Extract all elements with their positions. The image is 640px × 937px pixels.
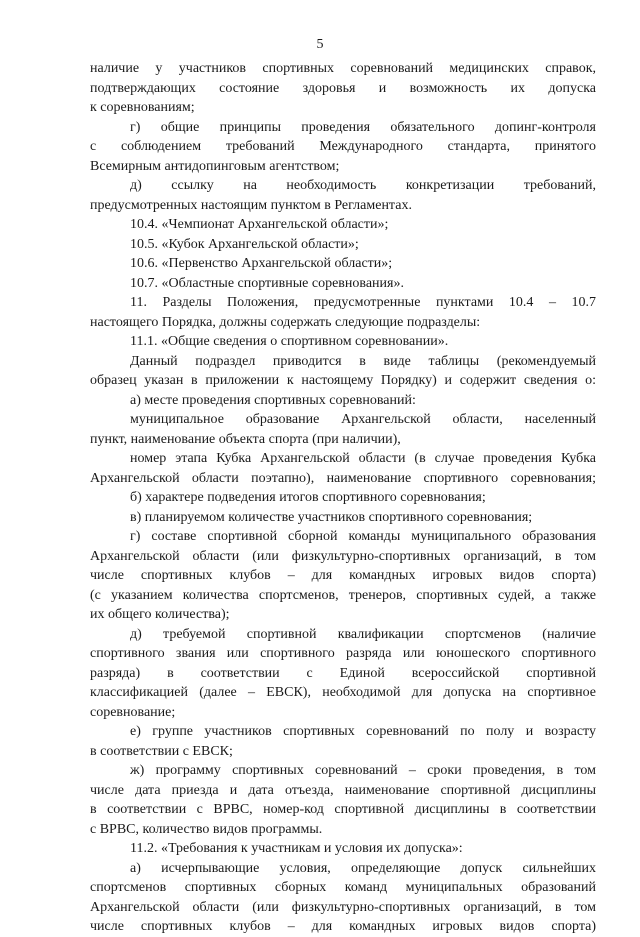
document-body: [90, 59, 596, 937]
text-line: а) исчерпывающие условия, определяющие допуск сильнейших: [130, 860, 596, 876]
text-line: пункт, наименование объекта спорта (при наличии),: [90, 431, 401, 447]
text-line: Архангельской области поэтапно), наименование спортивного соревнования;: [90, 470, 596, 486]
text-line: (с указанием количества спортсменов, тренеров, спортивных судей, а также: [90, 587, 596, 603]
text-line: настоящего Порядка, должны содержать следующие подразделы:: [90, 314, 481, 330]
text-line: номер этапа Кубка Архангельской области (в случае проведения Кубка: [130, 451, 596, 466]
text-line: предусмотренных настоящим пунктом в Регламентах.: [90, 197, 412, 213]
text-line: 10.5. «Кубок Архангельской области»;: [130, 236, 359, 252]
text-line: Архангельской области (или физкультурно-спортивных организаций, в том: [90, 548, 596, 564]
page-number: 5: [316, 37, 324, 52]
text-line: Данный подраздел приводится в виде таблицы (рекомендуемый: [130, 353, 596, 369]
text-line: числе спортивных клубов – для командных игровых видов спорта): [90, 568, 596, 583]
text-line: их общего количества);: [90, 607, 230, 622]
text-line: г) составе спортивной сборной команды муниципального образования: [130, 529, 596, 544]
text-line: д) требуемой спортивной квалификации спортсменов (наличие: [130, 626, 596, 642]
text-line: с ВРВС, количество видов программы.: [90, 821, 323, 837]
text-line: б) характере подведения итогов спортивного соревнования;: [130, 490, 486, 505]
text-line: в) планируемом количестве участников спортивного соревнования;: [130, 509, 533, 525]
text-line: 10.4. «Чемпионат Архангельской области»;: [130, 217, 389, 232]
text-line: 10.7. «Областные спортивные соревнования».: [130, 275, 404, 291]
text-line: с соблюдением требований Международного стандарта, принятого: [90, 139, 596, 154]
text-line: в соответствии с ВРВС, номер-код спортивной дисциплины в соответствии: [90, 802, 596, 817]
text-line: д) ссылку на необходимость конкретизации требований,: [130, 178, 596, 193]
text-line: соревнование;: [90, 704, 176, 720]
text-line: в соответствии с ЕВСК;: [90, 743, 233, 759]
text-line: спортсменов спортивных сборных команд муниципальных образований: [90, 880, 596, 895]
text-line: а) месте проведения спортивных соревнований:: [130, 392, 416, 408]
text-line: наличие у участников спортивных соревнований медицинских справок,: [90, 61, 596, 76]
text-line: ж) программу спортивных соревнований – сроки проведения, в том: [130, 763, 596, 778]
text-line: г) общие принципы проведения обязательного допинг-контроля: [130, 119, 596, 135]
text-line: классификацией (далее – ЕВСК), необходимой для допуска на спортивное: [90, 685, 596, 700]
text-line: 11. Разделы Положения, предусмотренные пунктами 10.4 – 10.7: [130, 295, 596, 310]
text-line: 11.1. «Общие сведения о спортивном соревновании».: [130, 334, 449, 349]
text-line: числе спортивных клубов – для командных игровых видов спорта): [90, 919, 596, 934]
text-line: подтверждающих состояние здоровья и возможность их допуска: [90, 80, 596, 96]
text-line: Архангельской области (или физкультурно-спортивных организаций, в том: [90, 899, 596, 915]
text-line: муниципальное образование Архангельской области, населенный: [130, 412, 596, 427]
text-line: Всемирным антидопинговым агентством;: [90, 158, 340, 174]
text-line: разряда) в соответствии с Единой всероссийской спортивной: [90, 665, 596, 681]
text-line: е) группе участников спортивных соревнований по полу и возрасту: [130, 724, 596, 739]
text-line: числе дата приезда и дата отъезда, наименование спортивной дисциплины: [90, 782, 596, 798]
text-line: образец указан в приложении к настоящему Порядку) и содержит сведения о:: [90, 373, 596, 388]
text-line: спортивного звания или спортивного разряда или юношеского спортивного: [90, 646, 596, 661]
text-line: 10.6. «Первенство Архангельской области»;: [130, 256, 393, 271]
text-line: 11.2. «Требования к участникам и условия их допуска»:: [130, 841, 463, 856]
text-line: к соревнованиям;: [90, 100, 195, 115]
